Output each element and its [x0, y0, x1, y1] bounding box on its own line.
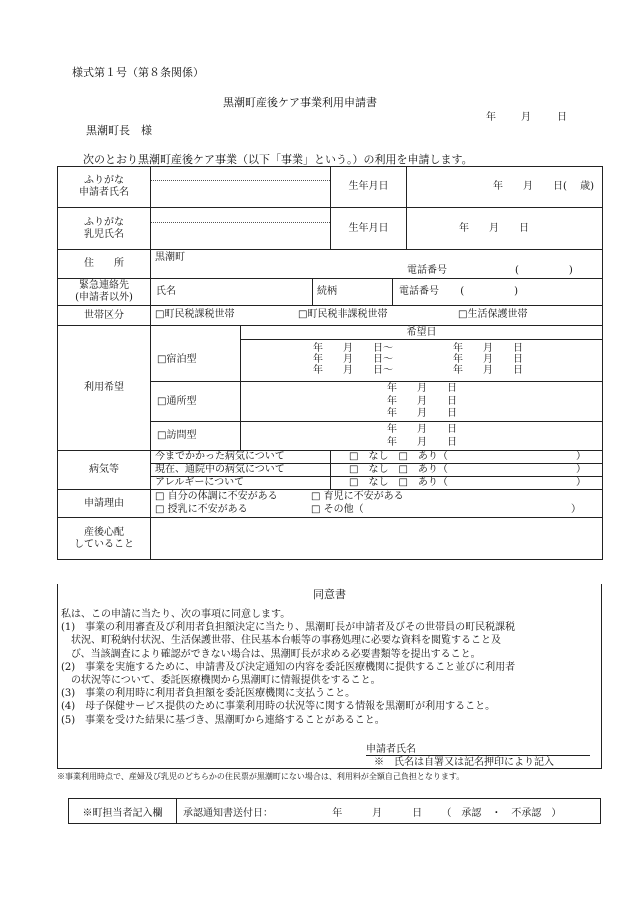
- office-sent-label: 承認通知書送付日：: [183, 807, 273, 819]
- applicant-name-field[interactable]: [151, 167, 331, 208]
- illness-allergy-close: ）: [576, 477, 587, 488]
- usage-stay-dates[interactable]: [241, 340, 603, 382]
- address-label: 住 所: [58, 250, 151, 279]
- usage-type-header: [151, 326, 241, 340]
- reason-option-other[interactable]: □ その他（: [311, 504, 364, 515]
- illness-past-choice: □ なし □ あり（: [349, 451, 448, 462]
- office-result: （ 承認 ・ 不承認 ）: [441, 807, 562, 819]
- reason-other-close: ）: [571, 504, 581, 515]
- emergency-relation-field[interactable]: 続柄: [313, 279, 393, 306]
- reason-label: 申請理由: [58, 490, 151, 518]
- concern-field[interactable]: [151, 518, 603, 560]
- infant-birth-field[interactable]: 年 月 日: [407, 208, 603, 250]
- stay-range-3: 年 月 日〜: [313, 365, 393, 376]
- dayservice-date-2: 年 月 日: [387, 395, 457, 407]
- infant-name-label: 乳児氏名: [84, 228, 124, 240]
- concern-label: 産後心配: [84, 526, 124, 538]
- emergency-phone-field[interactable]: [393, 279, 603, 306]
- household-label: 世帯区分: [58, 306, 151, 326]
- visit-date-2: 年 月 日: [387, 437, 457, 448]
- emergency-name-field[interactable]: 氏名: [151, 279, 313, 306]
- consent-item-4: (4) 母子保健サービス提供のために事業利用時の状況等に関する情報を黒潮町が利用すること。: [61, 701, 496, 713]
- applicant-birth-field[interactable]: 年 月 日( 歳): [407, 167, 603, 208]
- consent-item-2b: の状況等について、委託医療機関から黒潮町に情報提供をすること。: [61, 675, 381, 687]
- household-option-welfare[interactable]: □生活保護世帯: [458, 309, 528, 320]
- applicant-birth-label: 生年月日: [331, 167, 407, 208]
- signature-note: [366, 753, 590, 769]
- applicant-label-cell: [58, 167, 151, 208]
- dayservice-date-1: 年 月 日: [387, 383, 457, 394]
- date-year: 年: [486, 112, 496, 123]
- stay-range-2: 年 月 日〜: [313, 354, 393, 365]
- emergency-phone-paren: ( ): [460, 286, 519, 297]
- dayservice-date-3: 年 月 日: [387, 408, 457, 419]
- stay-end-3: 年 月 日: [453, 365, 523, 376]
- household-options: [151, 306, 603, 326]
- illness-current-choice: □ なし □ あり（: [349, 464, 448, 475]
- consent-item-2a: (2) 事業を実施するために、申請書及び決定通知の内容を委託医療機関に提供すること並びに利用者: [61, 661, 516, 673]
- consent-item-1c: び、当該調査により確認ができない場合は、黒潮町長が求める必要書類等を提出すること。: [61, 648, 481, 660]
- reason-option-feeding[interactable]: □ 授乳に不安がある: [155, 504, 248, 515]
- illness-allergy-choice: □ なし □ あり（: [349, 477, 448, 488]
- intro-text: 次のとおり黒潮町産後ケア事業（以下「事業」という。）の利用を申請します。: [83, 153, 473, 166]
- consent-intro: 私は、この申請に当たり、次の事項に同意します。: [61, 609, 291, 620]
- consent-body: [61, 608, 599, 727]
- stay-end-2: 年 月 日: [453, 354, 523, 365]
- office-label: ※町担当者記入欄: [69, 799, 177, 824]
- addressee: 黒潮町長 様: [86, 124, 152, 137]
- infant-birth-label: 生年月日: [331, 208, 407, 250]
- consent-item-5: (5) 事業を受けた結果に基づき、黒潮町から連絡することがあること。: [61, 714, 385, 726]
- signature-note-text: ※ 氏名は自署又は記名押印により記入: [374, 757, 554, 768]
- consent-item-3: (3) 事業の利用時に利用者負担額を委託医療機関に支払うこと。: [61, 688, 356, 700]
- office-fields[interactable]: [177, 799, 601, 824]
- office-use-table: [68, 798, 601, 824]
- illness-row-allergy: アレルギーについて: [151, 477, 331, 490]
- consent-item-1a: (1) 事業の利用審査及び利用者負担額決定に当たり、黒潮町長が申請者及びその世帯員の町民税課税: [61, 622, 516, 634]
- illness-row-allergy-choice[interactable]: [331, 477, 603, 490]
- address-phone-label: 電話番号: [407, 265, 447, 276]
- date-day: 日: [557, 112, 567, 123]
- emergency-label: 緊急連絡先: [79, 280, 129, 291]
- infant-name-field[interactable]: [151, 208, 331, 250]
- emergency-label-cell: [58, 279, 151, 306]
- household-option-taxed[interactable]: □町民税課税世帯: [155, 309, 235, 320]
- usage-label: 利用希望: [58, 326, 151, 451]
- usage-dayservice-option[interactable]: □通所型: [151, 382, 241, 422]
- illness-row-past-choice[interactable]: [331, 451, 603, 464]
- illness-row-current-choice[interactable]: [331, 464, 603, 477]
- office-sent-date: 年 月 日: [332, 807, 423, 819]
- illness-row-current: 現在、通院中の病気について: [151, 464, 331, 477]
- infant-furigana: ふりがな: [84, 216, 124, 228]
- usage-dayservice-dates[interactable]: [241, 382, 603, 422]
- concern-label-sub: していること: [74, 538, 134, 550]
- emergency-label-sub: (申請者以外): [75, 292, 133, 303]
- applicant-name-label: 申請者氏名: [79, 187, 129, 198]
- footnote: ※事業利用時点で、産婦及び乳児のどちらかの住民票が黒潮町にない場合は、利用料が全額自己負担となります。: [57, 772, 465, 781]
- application-table: [57, 166, 603, 560]
- illness-label: 病気等: [58, 451, 151, 490]
- illness-current-close: ）: [576, 464, 587, 475]
- usage-stay-option[interactable]: □宿泊型: [151, 340, 241, 382]
- applicant-furigana-line: [151, 167, 330, 181]
- infant-label-cell: [58, 208, 151, 250]
- usage-visit-dates[interactable]: [241, 422, 603, 451]
- applicant-furigana: ふりがな: [84, 175, 124, 186]
- reason-options: [151, 490, 603, 518]
- illness-row-past: 今までかかった病気について: [151, 451, 331, 464]
- form-number: 様式第１号（第８条関係）: [72, 66, 204, 79]
- form-title: 黒潮町産後ケア事業利用申請書: [223, 96, 377, 109]
- household-option-untaxed[interactable]: □町民税非課税世帯: [298, 309, 388, 320]
- illness-past-close: ）: [576, 451, 587, 462]
- usage-date-header: 希望日: [241, 326, 603, 340]
- address-phone-paren: ( ): [515, 265, 573, 276]
- stay-end-1: 年 月 日: [453, 343, 523, 354]
- stay-range-1: 年 月 日〜: [313, 343, 393, 354]
- consent-title: 同意書: [313, 588, 346, 601]
- address-field[interactable]: [151, 250, 603, 279]
- usage-visit-option[interactable]: □訪問型: [151, 422, 241, 451]
- reason-option-health[interactable]: □ 自分の体調に不安がある: [155, 491, 278, 502]
- date-month: 月: [521, 112, 531, 123]
- signature-label: 申請者氏名: [366, 744, 416, 755]
- consent-item-1b: 状況、町税納付状況、生活保護世帯、住民基本台帳等の事務処理に必要な資料を閲覧すること及: [61, 635, 501, 647]
- concern-label-cell: [58, 518, 151, 560]
- consent-section: [57, 584, 602, 769]
- visit-date-1: 年 月 日: [387, 424, 457, 435]
- reason-option-childcare[interactable]: □ 育児に不安がある: [311, 491, 404, 502]
- infant-furigana-line: [151, 208, 330, 223]
- address-town: 黒潮町: [155, 252, 185, 263]
- emergency-phone-label: 電話番号: [399, 286, 440, 297]
